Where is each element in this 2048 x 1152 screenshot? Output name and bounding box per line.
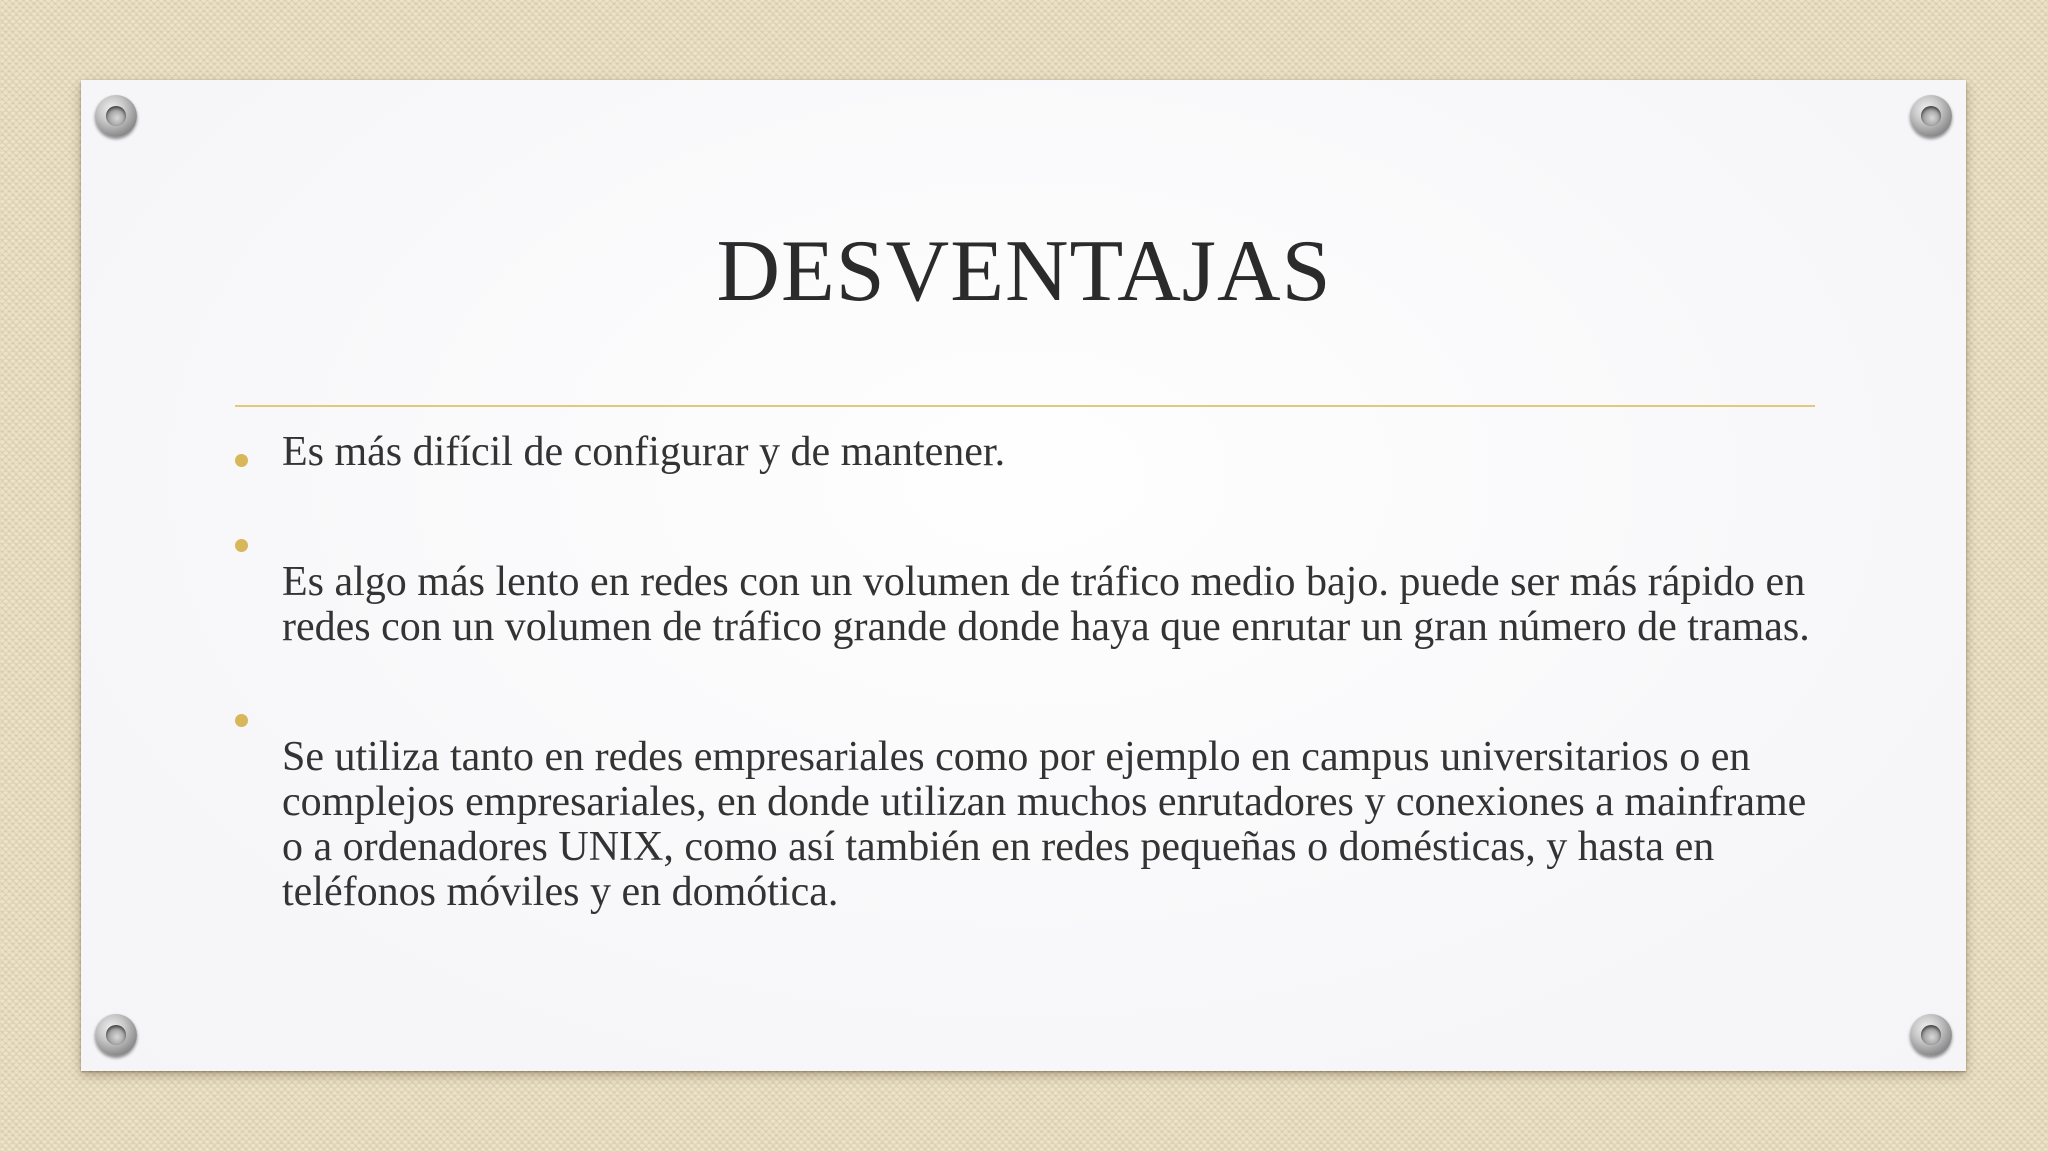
bullet-list bbox=[235, 430, 1815, 915]
grommet-bottom-left-icon bbox=[95, 1014, 137, 1056]
bullet-item bbox=[235, 430, 1815, 475]
bullet-dot-icon bbox=[235, 539, 248, 552]
bullet-text: Es más difícil de configurar y de mantener. bbox=[282, 429, 1006, 475]
bullet-item bbox=[235, 515, 1815, 650]
bullet-item bbox=[235, 690, 1815, 915]
bullet-text: Es algo más lento en redes con un volumen de tráfico medio bajo. puede ser más rápido en redes con un volumen de tráfico grande donde haya que enrutar un gran número de tramas. bbox=[282, 559, 1810, 650]
bullet-dot-icon bbox=[235, 714, 248, 727]
bullet-dot-icon bbox=[235, 454, 248, 467]
bullet-text: Se utiliza tanto en redes empresariales como por ejemplo en campus universitarios o en complejos empresariales, en donde utilizan muchos enrutadores y conexiones a mainframe o a ordenadores UNIX, como así también en redes pequeñas o domésticas, y hasta en teléfonos móviles y en domótica. bbox=[282, 734, 1807, 915]
slide-title: DESVENTAJAS bbox=[716, 223, 1332, 320]
grommet-top-left-icon bbox=[95, 95, 137, 137]
title-divider bbox=[235, 405, 1815, 407]
grommet-bottom-right-icon bbox=[1910, 1014, 1952, 1056]
grommet-top-right-icon bbox=[1910, 95, 1952, 137]
